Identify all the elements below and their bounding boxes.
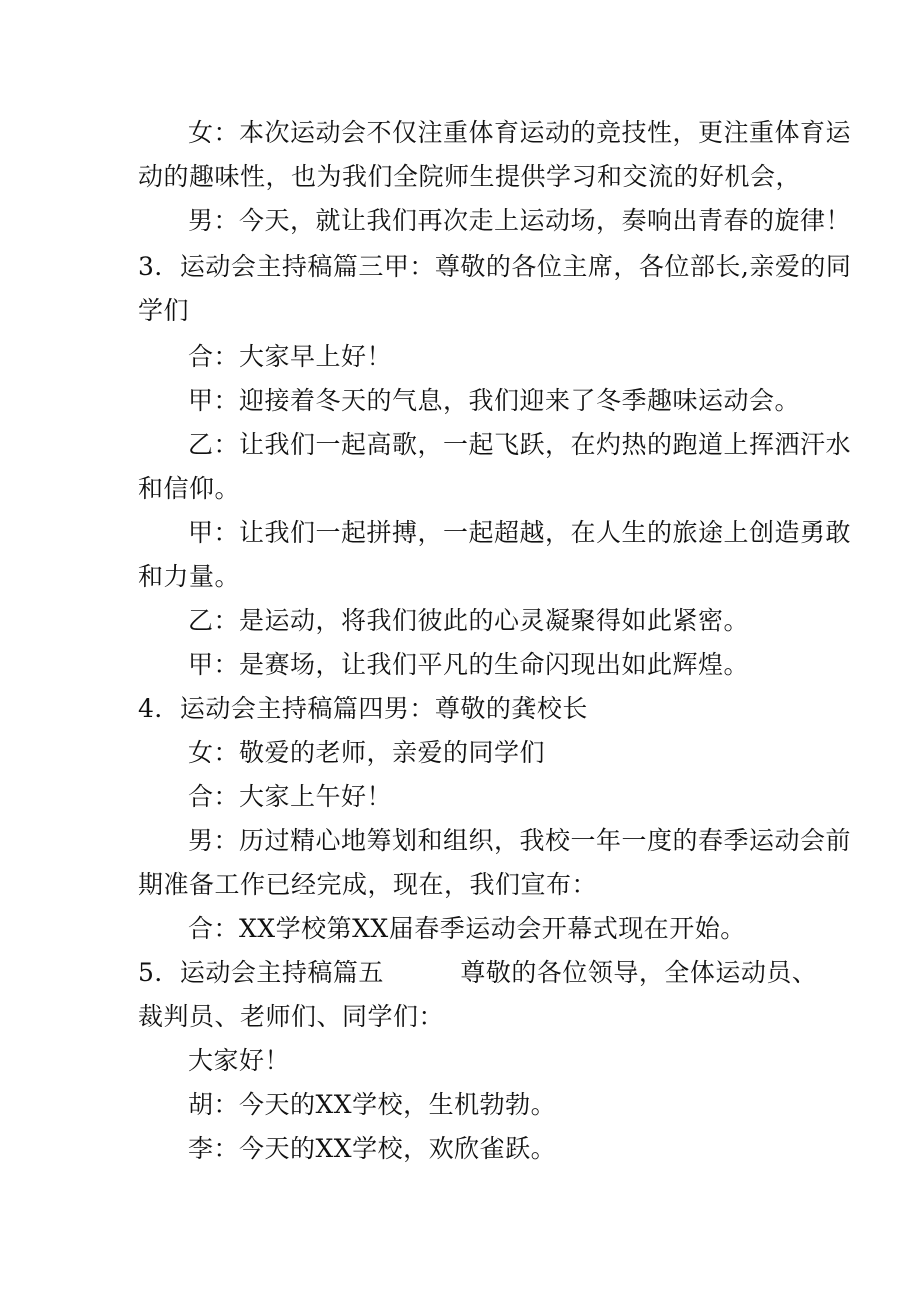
text-line: 女：本次运动会不仅注重体育运动的竞技性，更注重体育运 — [188, 118, 852, 147]
text-line: 乙：让我们一起高歌，一起飞跃，在灼热的跑道上挥洒汗水 — [188, 430, 852, 459]
text-line: 李：今天的XX学校，欢欣雀跃。 — [188, 1134, 557, 1163]
text-line: 和力量。 — [138, 562, 241, 591]
section-heading: 3．运动会主持稿篇三甲：尊敬的各位主席，各位部长,亲爱的同 — [138, 252, 852, 281]
text-line: 动的趣味性，也为我们全院师生提供学习和交流的好机会， — [138, 162, 802, 191]
text-line: 男：今天，就让我们再次走上运动场，奏响出青春的旋律！ — [188, 206, 852, 235]
text-line: 男：历过精心地筹划和组织，我校一年一度的春季运动会前 — [188, 826, 852, 855]
section-heading: 4．运动会主持稿篇四男：尊敬的龚校长 — [138, 694, 588, 723]
text-line: 和信仰。 — [138, 474, 241, 503]
text-line: 合：大家上午好！ — [188, 782, 393, 811]
text-line: 胡：今天的XX学校，生机勃勃。 — [188, 1090, 557, 1119]
text-line: 女：敬爱的老师，亲爱的同学们 — [188, 738, 546, 767]
text-line: 大家好！ — [188, 1046, 291, 1075]
text-line: 学们 — [138, 296, 190, 325]
text-line: 合：大家早上好！ — [188, 342, 393, 371]
text-line: 合：XX学校第XX届春季运动会开幕式现在开始。 — [188, 914, 746, 943]
text-line: 甲：是赛场，让我们平凡的生命闪现出如此辉煌。 — [188, 650, 750, 679]
text-line: 甲：让我们一起拼搏，一起超越，在人生的旅途上创造勇敢 — [188, 518, 852, 547]
section-heading: 5．运动会主持稿篇五 尊敬的各位领导，全体运动员、 — [138, 958, 818, 987]
text-line: 期准备工作已经完成，现在，我们宣布： — [138, 870, 598, 899]
text-line: 甲：迎接着冬天的气息，我们迎来了冬季趣味运动会。 — [188, 386, 801, 415]
text-line: 裁判员、老师们、同学们： — [138, 1002, 445, 1031]
text-line: 乙：是运动，将我们彼此的心灵凝聚得如此紧密。 — [188, 606, 750, 635]
